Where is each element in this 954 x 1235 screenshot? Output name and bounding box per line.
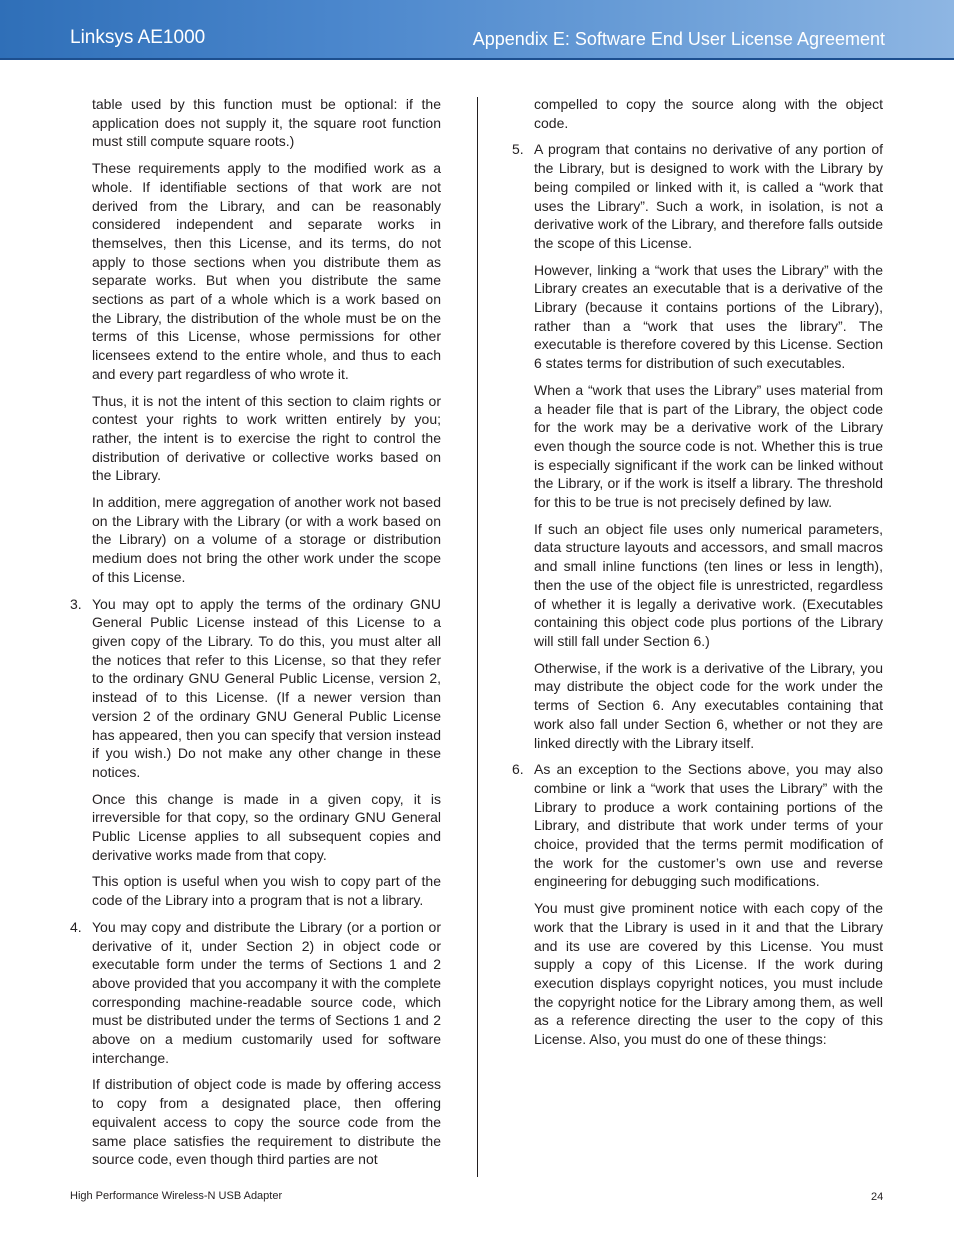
paragraph: However, linking a “work that uses the Library” with the Library creates an executable that is a derivative of the Library (because it contains portions of the Library), rather than a “work that uses the library”. The executable is therefore covered by this License. Section 6 states terms for distribution of such executables. [534,261,883,372]
list-number: 5. [512,141,524,158]
paragraph: When a “work that uses the Library” uses material from a header file that is part of the Library, the object code for the work may be a derivative work of the Library even though the source code is not. Whether this is true is especially significant if the work can be linked without the Library, or if the work is itself a library. The threshold for this to be true is not precisely defined by law. [534,381,883,511]
paragraph: You must give prominent notice with each copy of the work that the Library is used in it and that the Library and its use are covered by this License. You must supply a copy of this License. If the work during execution displays copyright notices, you must include the copyright notice for the Library among them, as well as a reference directing the user to the copy of this License. Also, you must do one of these things: [534,900,883,1048]
list-number: 6. [512,761,524,778]
footer-product-description: High Performance Wireless-N USB Adapter [70,1190,283,1202]
paragraph: If distribution of object code is made by offering access to copy from a designated place, then offering equivalent access to copy the source code from the same place satisfies the requirement to distribute the source code, even though third parties are not [92,1076,441,1168]
list-number: 3. [70,595,82,612]
paragraph: These requirements apply to the modified work as a whole. If identifiable sections of that work are not derived from the Library, and can be reasonably considered independent and separate works in themselves, then this License, and its terms, do not apply to those sections when you distribute them as separate works. But when you distribute the same sections as part of a whole which is a work based on the Library, the distribution of the whole must be on the terms of this License, whose permissions for other licensees extend to the entire whole, and thus to each and every part regardless of who wrote it. [92,160,441,382]
paragraph: A program that contains no derivative of any portion of the Library, but is designed to work with the Library by being compiled or linked with it, is called a “work that uses the Library”. Such a work, in isolation, is not a derivative work of the Library, and therefore falls outside the scope of this License. [534,141,883,251]
page-header-banner [0,0,954,58]
list-number: 4. [70,918,82,935]
paragraph: If such an object file uses only numerical parameters, data structure layouts and accessors, and small macros and small inline functions (ten lines or less in length), then the use of the object file is unrestricted, regardless of whether it is legally a derivative work. (Executables containing this object code plus portions of the Library will still fall under Section 6.) [534,520,883,649]
paragraph: compelled to copy the source along with the object code. [534,96,883,131]
paragraph: As an exception to the Sections above, you may also combine or link a “work that uses the Library” with the Library to produce a work containing portions of the Library, and distribute that work under terms of your choice, provided that the terms permit modification of the work for the customer’s own use and reverse engineering for debugging such modifications. [534,761,883,890]
right-column [512,95,883,1057]
paragraph: Thus, it is not the intent of this section to claim rights or contest your rights to work written entirely by you; rather, the intent is to exercise the right to control the distribution of derivative or collective works based on the Library. [92,392,441,484]
list-item-4 [70,918,441,1169]
column-divider [477,97,478,1177]
header-product-name: Linksys AE1000 [70,27,206,48]
paragraph: You may opt to apply the terms of the ordinary GNU General Public License instead of this License to a given copy of the Library. To do this, you must alter all the notices that refer to this License, so that they refer to the ordinary GNU General Public License, version 2, instead of to this License. (If a newer version than version 2 of the ordinary GNU General Public License has appeared, then you can specify that version instead if you wish.) Do not make any other change in these notices. [92,595,441,780]
page-number: 24 [871,1191,884,1203]
paragraph: Otherwise, if the work is a derivative of the Library, you may distribute the object code for the work under the terms of Section 6. Any executables containing that work also fall under Section 6, whether or not they are linked directly with the Library itself. [534,659,883,751]
left-column [70,95,441,1177]
list-item-5 [512,140,883,752]
header-rule [0,58,954,60]
paragraph: In addition, mere aggregation of another work not based on the Library with the Library (or with a work based on the Library) on a volume of a storage or distribution medium does not bring the other work under the scope of this License. [92,494,441,585]
paragraph: You may copy and distribute the Library (or a portion or derivative of it, under Section 2) in object code or executable form under the terms of Sections 1 and 2 above provided that you accompany it with the complete corresponding machine-readable source code, which must be distributed under the terms of Sections 1 and 2 above on a medium customarily used for software interchange. [92,918,441,1066]
list-item-3 [70,595,441,910]
paragraph: table used by this function must be optional: if the application does not supply it, the square root function must still compute square roots.) [92,96,441,150]
paragraph: Once this change is made in a given copy, it is irreversible for that copy, so the ordinary GNU General Public License applies to all subsequent copies and derivative works made from that copy. [92,790,441,863]
list-item-6 [512,760,883,1049]
paragraph: This option is useful when you wish to copy part of the code of the Library into a program that is not a library. [92,873,441,909]
header-section-title: Appendix E: Software End User License Agreement [472,29,885,49]
